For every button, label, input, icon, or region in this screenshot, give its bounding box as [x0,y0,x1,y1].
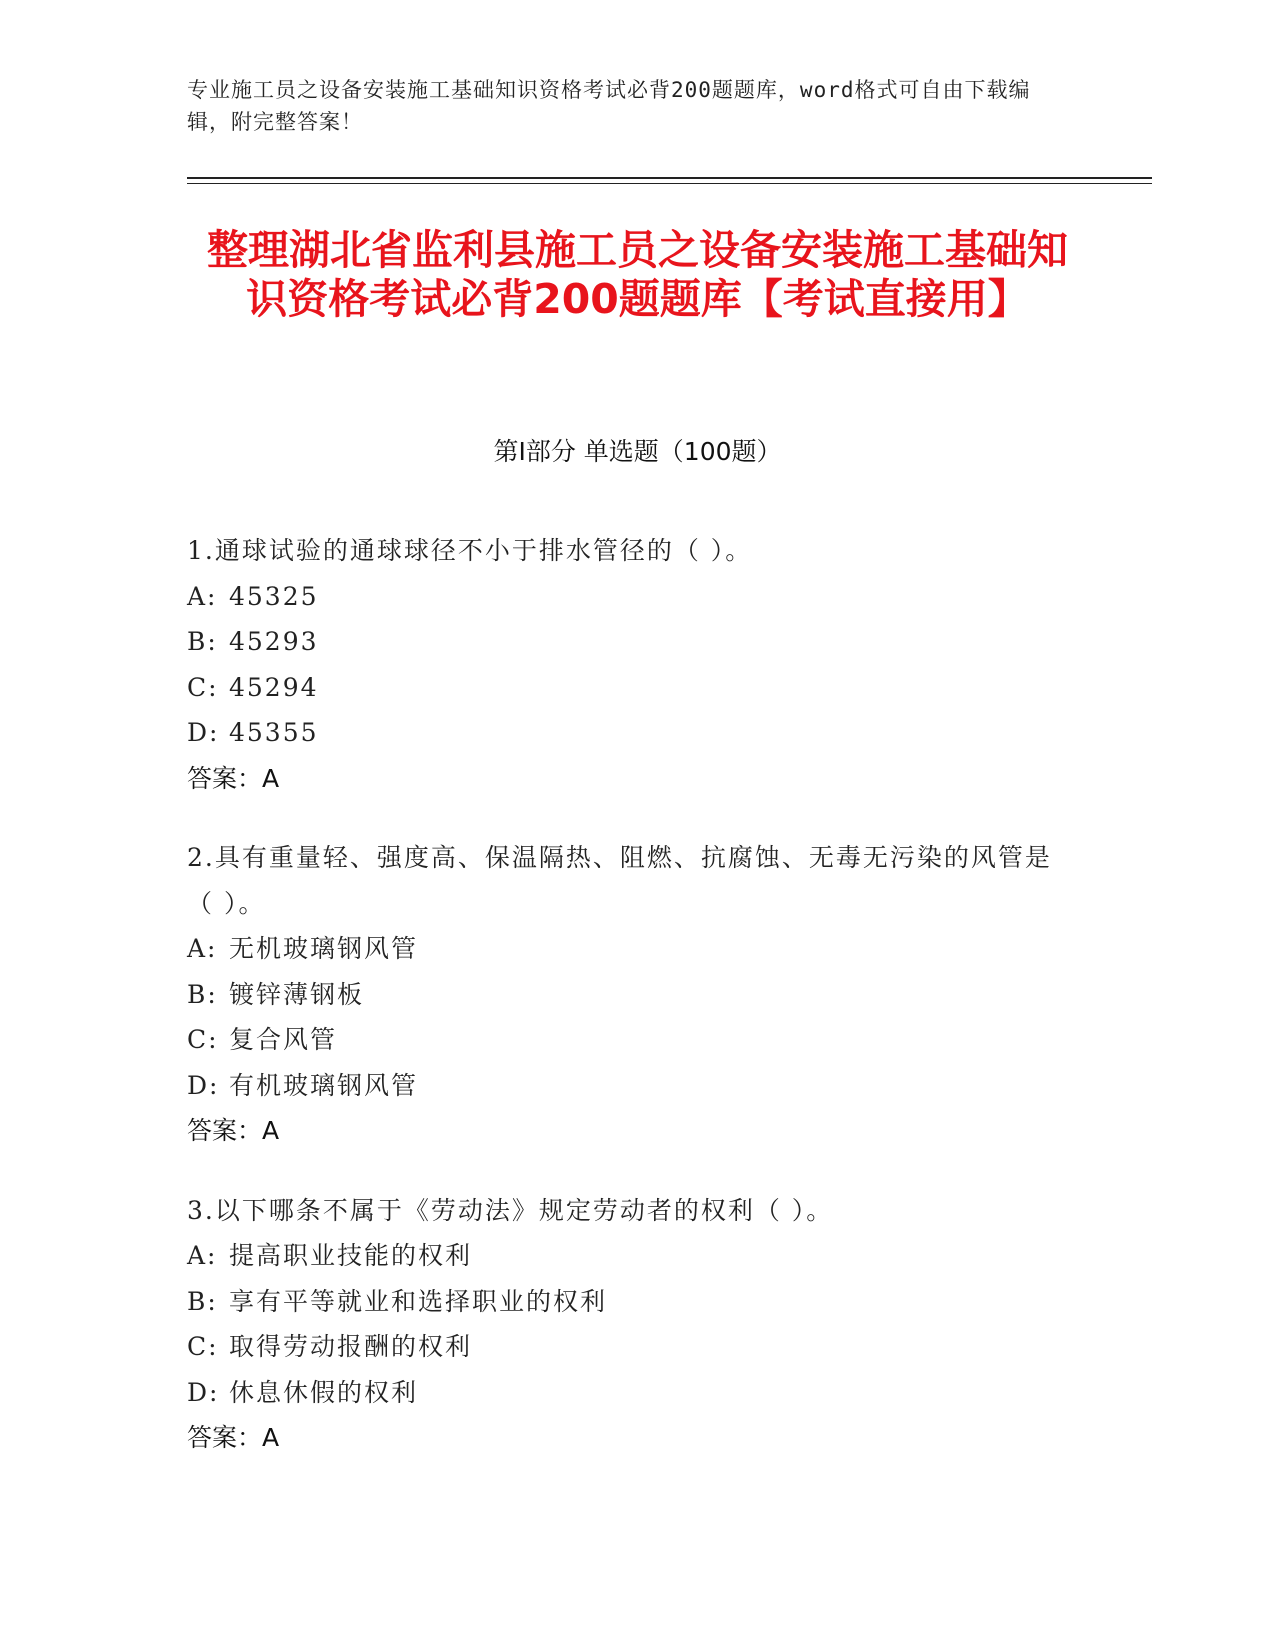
option-b [187,619,1067,665]
option-a [187,574,1067,620]
option-c [187,1017,1067,1063]
option-text: 45294 [229,672,319,702]
option-text: 45325 [229,581,319,611]
answer-label: 答案： [187,1423,263,1452]
option-letter: B: [187,1286,218,1316]
answer-value: A [262,763,280,793]
option-text: 45355 [229,718,319,747]
option-text: 复合风管 [229,1025,338,1054]
option-text: 享有平等就业和选择职业的权利 [229,1286,608,1316]
question-stem: 2.具有重量轻、强度高、保温隔热、阻燃、抗腐蚀、无毒无污染的风管是（ ）。 [187,843,1052,918]
answer-line [187,1108,1067,1154]
option-letter: D: [187,1377,220,1407]
option-text: 45293 [229,627,319,656]
answer-line [187,1415,1067,1461]
option-letter: B: [187,979,218,1009]
option-text: 提高职业技能的权利 [229,1241,473,1270]
question-stem: 1.通球试验的通球球径不小于排水管径的（ ）。 [187,536,753,565]
section-title: 第Ⅰ部分 单选题（100题） [493,437,782,466]
answer-value: A [262,1423,280,1452]
header-note: 专业施工员之设备安装施工基础知识资格考试必背200题题库，word格式可自由下载编辑，附完整答案！ [187,78,1031,134]
answer-label: 答案： [187,1116,263,1145]
document-title: 整理湖北省监利县施工员之设备安装施工基础知识资格考试必背200题题库【考试直接用】 [207,226,1068,323]
option-c [187,665,1067,711]
option-text: 取得劳动报酬的权利 [229,1332,473,1361]
option-letter: B: [187,627,218,656]
option-d [187,710,1067,756]
question-item [187,528,1067,801]
option-letter: C: [187,1025,219,1054]
option-text: 镀锌薄钢板 [229,979,365,1009]
option-b [187,972,1067,1018]
option-c [187,1324,1067,1370]
question-item [187,1188,1067,1461]
question-item [187,835,1067,1154]
option-b [187,1279,1067,1325]
option-letter: A: [187,1241,218,1270]
question-stem: 3.以下哪条不属于《劳动法》规定劳动者的权利（ ）。 [187,1195,834,1225]
option-letter: C: [187,672,219,702]
option-letter: A: [187,581,218,611]
option-text: 休息休假的权利 [229,1377,419,1407]
question-list [187,528,1067,1495]
option-text: 有机玻璃钢风管 [229,1070,419,1100]
option-a [187,1233,1067,1279]
answer-line [187,756,1067,802]
header-divider-thin [187,183,1152,184]
option-letter: C: [187,1332,219,1361]
option-text: 无机玻璃钢风管 [229,934,419,963]
header-divider-thick [187,177,1152,179]
option-a [187,926,1067,972]
answer-label: 答案： [187,763,263,793]
option-d [187,1370,1067,1416]
option-letter: D: [187,1070,220,1100]
option-letter: D: [187,718,220,747]
answer-value: A [262,1116,280,1145]
option-letter: A: [187,934,218,963]
option-d [187,1063,1067,1109]
